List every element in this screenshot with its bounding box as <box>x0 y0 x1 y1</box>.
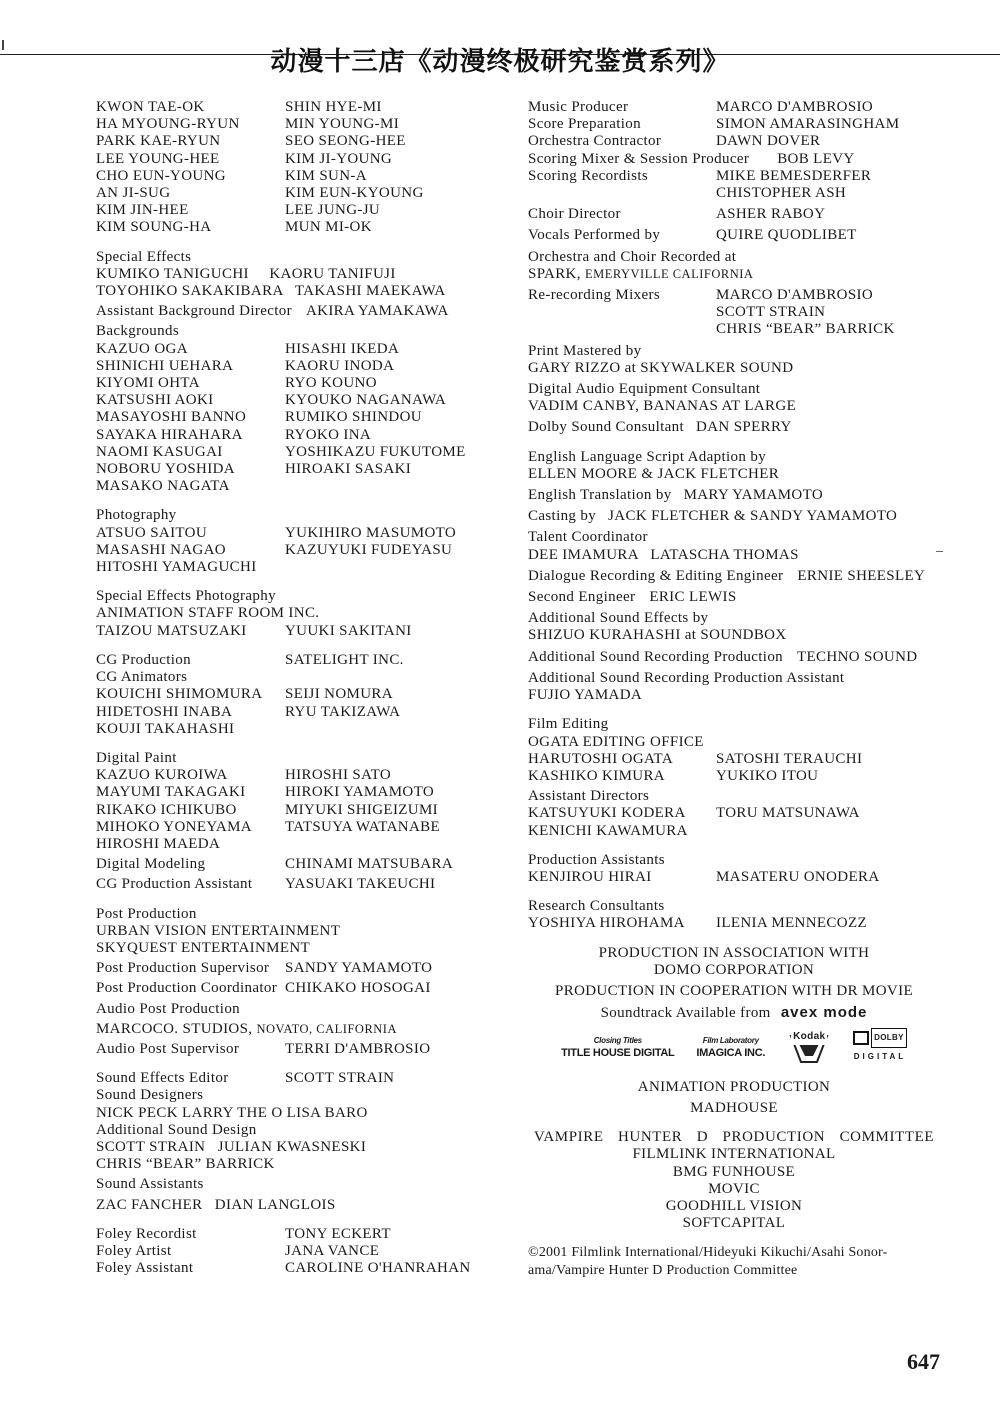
credit-row <box>528 823 948 840</box>
credit-row <box>96 461 496 478</box>
kodak-logo <box>787 1030 831 1064</box>
committee-member: MOVIC <box>708 1180 760 1197</box>
music-section <box>528 99 948 151</box>
print-mastered-name: GARY RIZZO at SKYWALKER SOUND <box>528 359 794 376</box>
name-cell: KASHIKO KIMURA <box>528 767 665 784</box>
cg-production-company: SATELIGHT INC. <box>285 651 404 668</box>
name-cell: MARCO D'AMBROSIO <box>716 99 874 115</box>
orchestra-recorded-place <box>528 266 948 283</box>
audio-post-studio-name: MARCOCO. STUDIOS, <box>96 1020 253 1037</box>
credit-row <box>96 375 496 392</box>
digital-paint-list <box>96 767 496 853</box>
orchestra-recorded-label: Orchestra and Choir Recorded at <box>528 248 737 265</box>
research-consultants-row <box>528 915 948 932</box>
backgrounds-list <box>96 341 496 496</box>
top-name-list <box>96 99 496 237</box>
name-cell: KATSUSHI AOKI <box>96 392 214 409</box>
additional-recording-row <box>528 649 948 666</box>
committee-member: GOODHILL VISION <box>665 1197 803 1214</box>
page-header-title: 动漫十三店《动漫终极研究鉴赏系列》 <box>270 47 730 77</box>
credit-row <box>96 219 496 236</box>
dolby-double-d-icon <box>853 1031 869 1045</box>
second-engineer-name: ERIC LEWIS <box>649 589 737 606</box>
dolby-digital-wordmark: DIGITAL <box>853 1051 907 1061</box>
rerecording-row-3 <box>528 321 948 338</box>
name-cell: SEIJI NOMURA <box>285 686 393 703</box>
scoring-mixer-row <box>528 151 948 168</box>
dialogue-row <box>528 568 948 585</box>
name-cell: YUKIKO ITOU <box>716 767 819 784</box>
scoring-mixer-label: Scoring Mixer & Session Producer <box>528 150 750 167</box>
name-cell: HA MYOUNG-RYUN <box>96 116 240 133</box>
production-assistants-row <box>528 869 948 886</box>
credit-row <box>96 151 496 168</box>
translation-label: English Translation by <box>528 487 672 504</box>
kodak-wordmark: Kodak <box>791 1028 827 1045</box>
audio-post-studio-location: NOVATO, CALIFORNIA <box>256 1021 397 1036</box>
additional-sound-design-names-1: SCOTT STRAIN JULIAN KWASNESKI <box>96 1138 367 1155</box>
name-cell: AN JI-SUG <box>96 185 171 202</box>
association-line-2: DOMO CORPORATION <box>653 961 815 978</box>
film-editing-office: OGATA EDITING OFFICE <box>528 733 704 750</box>
additional-recording-assistant-label: Additional Sound Recording Production Assistant <box>528 669 845 686</box>
avex-mode-logo: avex mode <box>780 1004 868 1022</box>
sound-effects-editor-name: SCOTT STRAIN <box>285 1070 395 1087</box>
name-cell: HIROKI YAMAMOTO <box>285 784 435 801</box>
title-house-name: TITLE HOUSE DIGITAL <box>561 1046 675 1059</box>
backgrounds-label: Backgrounds <box>96 323 180 340</box>
special-effects-section <box>96 249 496 496</box>
orchestra-recorded-studio: SPARK, <box>528 265 581 282</box>
asst-bg-director-label: Assistant Background Director <box>96 303 292 320</box>
name-cell: MUN MI-OK <box>285 219 372 236</box>
scoring-recordist-name: CHISTOPHER ASH <box>716 185 847 202</box>
special-effects-names-2: TOYOHIKO SAKAKIBARA TAKASHI MAEKAWA <box>96 283 446 300</box>
name-cell: RYOKO INA <box>285 426 372 443</box>
name-cell: PARK KAE-RYUN <box>96 133 221 150</box>
scoring-recordists-label: Scoring Recordists <box>528 167 649 184</box>
additional-sfx-name: SHIZUO KURAHASHI at SOUNDBOX <box>528 627 787 644</box>
dolby-wordmark: DOLBY <box>871 1028 907 1047</box>
rerecording-name: MARCO D'AMBROSIO <box>716 287 874 304</box>
casting-label: Casting by <box>528 508 597 525</box>
credit-row <box>96 116 496 133</box>
credit-row <box>96 819 496 836</box>
sound-assistants-names: ZAC FANCHER DIAN LANGLOIS <box>96 1196 336 1213</box>
name-cell: RYU TAKIZAWA <box>285 703 401 720</box>
post-production-label: Post Production <box>96 905 197 922</box>
research-consultants-label: Research Consultants <box>528 898 665 915</box>
name-cell: YOSHIKAZU FUKUTOME <box>285 443 466 460</box>
name-cell: RUMIKO SHINDOU <box>285 409 422 426</box>
rerecording-name: SCOTT STRAIN <box>716 304 826 321</box>
name-cell: KIM SUN-A <box>285 167 367 184</box>
special-effects-names-1: KUMIKO TANIGUCHI KAORU TANIFUJI <box>96 265 396 282</box>
digital-audio-label: Digital Audio Equipment Consultant <box>528 381 761 398</box>
name-cell: Score Preparation <box>528 116 641 133</box>
name-cell: KOUICHI SHIMOMURA <box>96 686 263 703</box>
copyright-line-1: ©2001 Filmlink International/Hideyuki Kikuchi/Asahi Sonor- <box>528 1245 888 1261</box>
digital-audio-name: VADIM CANBY, BANANAS AT LARGE <box>528 398 797 415</box>
production-credits-center <box>528 945 940 1233</box>
second-engineer-label: Second Engineer <box>528 589 636 606</box>
rerecording-label: Re-recording Mixers <box>528 287 661 304</box>
name-cell: SIMON AMARASINGHAM <box>716 116 900 133</box>
credit-row <box>96 704 496 721</box>
cg-animators-list <box>96 686 496 738</box>
credit-row <box>96 542 496 559</box>
name-cell: KIYOMI OHTA <box>96 375 200 392</box>
name-cell: KWON TAE-OK <box>96 99 205 115</box>
name-cell: KYOUKO NAGANAWA <box>285 392 447 409</box>
dialogue-label: Dialogue Recording & Editing Engineer <box>528 567 784 584</box>
name-cell: CAROLINE O'HANRAHAN <box>285 1260 471 1277</box>
committee-member: BMG FUNHOUSE <box>672 1163 796 1180</box>
credit-row <box>96 767 496 784</box>
production-assistants-label: Production Assistants <box>528 851 665 868</box>
credit-row <box>96 1243 496 1260</box>
photography-list <box>96 525 496 577</box>
name-cell: MIYUKI SHIGEIZUMI <box>285 801 439 818</box>
casting-name: JACK FLETCHER & SANDY YAMAMOTO <box>608 508 898 525</box>
post-supervisor-label: Post Production Supervisor <box>96 960 270 977</box>
committee-list <box>528 1146 940 1232</box>
name-cell: RYO KOUNO <box>285 375 377 392</box>
post-coordinator-label: Post Production Coordinator <box>96 980 278 997</box>
name-cell: TATSUYA WATANABE <box>285 818 441 835</box>
name-cell: Music Producer <box>528 99 629 115</box>
name-cell: ATSUO SAITOU <box>96 524 208 541</box>
imagica-logo <box>696 1035 765 1059</box>
title-house-logo <box>561 1035 674 1059</box>
cooperation-line: PRODUCTION IN COOPERATION WITH DR MOVIE <box>555 982 913 999</box>
film-editing-label: Film Editing <box>528 716 609 733</box>
vocals-name: QUIRE QUODLIBET <box>716 227 857 244</box>
credit-row <box>96 133 496 150</box>
name-cell: NAOMI KASUGAI <box>96 443 223 460</box>
dolby-digital-logo <box>853 1028 907 1064</box>
name-cell: MAYUMI TAKAGAKI <box>96 784 246 801</box>
audio-post-studio <box>96 1021 496 1038</box>
sound-effects-editor-row <box>96 1070 496 1087</box>
asst-bg-director-row <box>96 303 496 320</box>
credit-row <box>528 768 948 785</box>
credit-row <box>96 525 496 542</box>
name-cell: Foley Assistant <box>96 1260 194 1277</box>
name-cell: LEE YOUNG-HEE <box>96 150 220 167</box>
translation-row <box>528 487 948 504</box>
sound-designers-label: Sound Designers <box>96 1087 204 1104</box>
name-cell: LEE JUNG-JU <box>285 202 381 219</box>
talent-coordinator-names: DEE IMAMURA LATASCHA THOMAS <box>528 546 799 563</box>
logo-row <box>528 1028 940 1064</box>
name-cell: HITOSHI YAMAGUCHI <box>96 559 257 576</box>
additional-recording-assistant-name: FUJIO YAMADA <box>528 687 643 704</box>
dolby-consultant-label: Dolby Sound Consultant <box>528 419 685 436</box>
name-cell: HISASHI IKEDA <box>285 340 400 357</box>
credit-row <box>96 559 496 576</box>
soundtrack-row <box>528 1004 940 1022</box>
credit-row <box>96 185 496 202</box>
name-cell: KIM EUN-KYOUNG <box>285 185 424 202</box>
name-cell: KATSUYUKI KODERA <box>528 805 686 822</box>
film-laboratory-caption: Film Laboratory <box>702 1035 759 1045</box>
sfx-photography-names <box>96 623 496 640</box>
name-cell: SATOSHI TERAUCHI <box>716 750 863 767</box>
orchestra-recorded-location: EMERYVILLE CALIFORNIA <box>584 266 754 281</box>
name-cell: KAZUYUKI FUDEYASU <box>285 541 453 558</box>
audio-post-label: Audio Post Production <box>96 1000 241 1017</box>
name-cell: MASATERU ONODERA <box>716 868 880 885</box>
digital-modeling-row <box>96 856 496 873</box>
photography-section <box>96 507 496 576</box>
additional-sound-design-label: Additional Sound Design <box>96 1121 257 1138</box>
credit-row <box>96 721 496 738</box>
special-effects-label: Special Effects <box>96 248 192 265</box>
credit-row <box>96 686 496 703</box>
name-cell: TONY ECKERT <box>285 1225 391 1242</box>
additional-sound-design-names-2: CHRIS “BEAR” BARRICK <box>96 1156 275 1173</box>
credit-row <box>528 116 948 133</box>
name-cell: JANA VANCE <box>285 1242 380 1259</box>
script-adaption-label: English Language Script Adaption by <box>528 448 767 465</box>
name-cell: KIM JIN-HEE <box>96 202 189 219</box>
credit-row <box>528 751 948 768</box>
name-cell: ILENIA MENNECOZZ <box>716 915 867 932</box>
association-line-1: PRODUCTION IN ASSOCIATION WITH <box>598 944 870 961</box>
name-cell: HIDETOSHI INABA <box>96 703 233 720</box>
audio-post-supervisor-label: Audio Post Supervisor <box>96 1040 240 1057</box>
name-cell: KOUJI TAKAHASHI <box>96 720 235 737</box>
digital-modeling-name: CHINAMI MATSUBARA <box>285 856 454 873</box>
committee-title: VAMPIRE HUNTER D PRODUCTION COMMITTEE <box>533 1129 935 1146</box>
cg-production-assistant-label: CG Production Assistant <box>96 876 253 893</box>
name-cell: MIN YOUNG-MI <box>285 116 400 133</box>
name-cell: KIM SOUNG-HA <box>96 219 212 236</box>
post-production-company-2: SKYQUEST ENTERTAINMENT <box>96 939 311 956</box>
sound-section <box>96 1070 496 1214</box>
additional-sfx-label: Additional Sound Effects by <box>528 610 709 627</box>
scoring-recordists-row <box>528 168 948 185</box>
assistant-directors-list <box>528 805 948 839</box>
rerecording-name: CHRIS “BEAR” BARRICK <box>716 321 895 338</box>
sfx-photography-label: Special Effects Photography <box>96 588 276 605</box>
name-cell: MIHOKO YONEYAMA <box>96 818 252 835</box>
post-production-company-1: URBAN VISION ENTERTAINMENT <box>96 922 341 939</box>
print-mastered-label: Print Mastered by <box>528 342 642 359</box>
name-cell: SHIN HYE-MI <box>285 99 382 115</box>
cg-production-assistant-row <box>96 876 496 893</box>
name-cell: TAIZOU MATSUZAKI <box>96 622 247 639</box>
talent-coordinator-label: Talent Coordinator <box>528 529 648 546</box>
sound-assistants-label: Sound Assistants <box>96 1176 204 1193</box>
cg-production-label: CG Production <box>96 651 191 668</box>
name-cell: HIROAKI SASAKI <box>285 461 412 478</box>
cg-production-row <box>96 652 496 669</box>
translation-name: MARY YAMAMOTO <box>683 487 823 504</box>
animation-production-name: MADHOUSE <box>690 1099 778 1116</box>
name-cell: MASAYOSHI BANNO <box>96 409 247 426</box>
committee-member: SOFTCAPITAL <box>682 1215 786 1232</box>
name-cell: MASAKO NAGATA <box>96 478 230 495</box>
foley-section <box>96 1226 496 1278</box>
name-cell: KIM JI-YOUNG <box>285 150 393 167</box>
name-cell: YUKIHIRO MASUMOTO <box>285 524 457 541</box>
name-cell: KAZUO OGA <box>96 340 188 357</box>
dolby-consultant-row <box>528 419 948 436</box>
scoring-recordists-row-2 <box>528 185 948 202</box>
committee-member: FILMLINK INTERNATIONAL <box>632 1146 836 1163</box>
credit-row <box>96 1226 496 1243</box>
vocals-label: Vocals Performed by <box>528 227 661 244</box>
choir-director-label: Choir Director <box>528 206 621 223</box>
credit-row <box>96 409 496 426</box>
post-coordinator-name: CHIKAKO HOSOGAI <box>285 980 431 997</box>
left-credits-column <box>96 99 496 1277</box>
credit-row <box>96 1260 496 1277</box>
name-cell: Orchestra Contractor <box>528 133 662 150</box>
film-editing-list <box>528 751 948 785</box>
name-cell: SAYAKA HIRAHARA <box>96 426 243 443</box>
credit-row <box>96 392 496 409</box>
credit-row <box>528 133 948 150</box>
scoring-recordist-name: MIKE BEMESDERFER <box>716 167 872 184</box>
name-cell: KENICHI KAWAMURA <box>528 822 688 839</box>
name-cell: MASASHI NAGAO <box>96 541 226 558</box>
post-production-section <box>96 906 496 1059</box>
sfx-photography-section <box>96 588 496 640</box>
rerecording-row-2 <box>528 304 948 321</box>
copyright-line-2: ama/Vampire Hunter D Production Committee <box>528 1262 798 1278</box>
credit-row <box>96 427 496 444</box>
name-cell: SEO SEONG-HEE <box>285 133 406 150</box>
audio-post-supervisor-name: TERRI D'AMBROSIO <box>285 1040 431 1057</box>
name-cell: Foley Recordist <box>96 1225 197 1242</box>
imagica-name: IMAGICA INC. <box>696 1046 766 1059</box>
name-cell: YUUKI SAKITANI <box>285 622 412 639</box>
dialogue-name: ERNIE SHEESLEY <box>797 567 926 584</box>
name-cell: HIROSHI SATO <box>285 767 392 784</box>
casting-row <box>528 508 948 525</box>
credit-row <box>96 836 496 853</box>
sfx-photography-company: ANIMATION STAFF ROOM INC. <box>96 605 320 622</box>
credit-row <box>96 444 496 461</box>
credit-row <box>96 168 496 185</box>
name-cell: NOBORU YOSHIDA <box>96 461 235 478</box>
sound-effects-editor-label: Sound Effects Editor <box>96 1070 229 1087</box>
post-coordinator-row <box>96 980 496 997</box>
credit-row <box>96 341 496 358</box>
name-cell: KAZUO KUROIWA <box>96 767 228 784</box>
script-adaption-name: ELLEN MOORE & JACK FLETCHER <box>528 465 780 482</box>
vocals-row <box>528 227 948 244</box>
name-cell: HARUTOSHI OGATA <box>528 750 674 767</box>
photography-label: Photography <box>96 507 177 524</box>
rerecording-row <box>528 287 948 304</box>
dolby-consultant-name: DAN SPERRY <box>696 419 792 436</box>
scoring-mixer-name: BOB LEVY <box>777 150 855 167</box>
sound-designers-names: NICK PECK LARRY THE O LISA BARO <box>96 1104 368 1121</box>
right-credits-column <box>528 99 948 1279</box>
audio-post-supervisor-row <box>96 1041 496 1058</box>
post-supervisor-row <box>96 960 496 977</box>
credit-row <box>96 99 496 116</box>
digital-paint-label: Digital Paint <box>96 749 177 766</box>
credit-row <box>96 478 496 495</box>
name-cell: DAWN DOVER <box>716 133 821 150</box>
additional-recording-name: TECHNO SOUND <box>797 648 918 665</box>
assistant-directors-label: Assistant Directors <box>528 788 650 805</box>
digital-modeling-label: Digital Modeling <box>96 856 206 873</box>
animation-production-label: ANIMATION PRODUCTION <box>637 1078 831 1095</box>
name-cell: CHO EUN-YOUNG <box>96 167 226 184</box>
name-cell: Foley Artist <box>96 1242 172 1259</box>
credit-row <box>96 358 496 375</box>
page-number: 647 <box>907 1349 940 1374</box>
cg-production-assistant-name: YASUAKI TAKEUCHI <box>285 876 436 893</box>
digital-section <box>96 750 496 894</box>
name-cell: KAORU INODA <box>285 357 395 374</box>
choir-director-row <box>528 206 948 223</box>
cg-section <box>96 652 496 738</box>
asst-bg-director-name: AKIRA YAMAKAWA <box>305 303 449 320</box>
credit-row <box>96 202 496 219</box>
name-cell: TORU MATSUNAWA <box>716 805 860 822</box>
credit-row <box>96 802 496 819</box>
additional-recording-label: Additional Sound Recording Production <box>528 648 784 665</box>
credit-row <box>528 99 948 116</box>
name-cell: HIROSHI MAEDA <box>96 835 221 852</box>
name-cell: YOSHIYA HIROHAMA <box>528 915 685 932</box>
soundtrack-label: Soundtrack Available from <box>600 1005 771 1022</box>
closing-titles-caption: Closing Titles <box>593 1035 642 1045</box>
choir-director-name: ASHER RABOY <box>716 206 826 223</box>
name-cell: KENJIROU HIRAI <box>528 868 652 885</box>
credit-row <box>528 805 948 822</box>
cg-animators-label: CG Animators <box>96 669 188 686</box>
name-cell: RIKAKO ICHIKUBO <box>96 801 237 818</box>
credit-row <box>96 784 496 801</box>
name-cell: SHINICHI UEHARA <box>96 357 234 374</box>
post-supervisor-name: SANDY YAMAMOTO <box>285 960 433 977</box>
second-engineer-row <box>528 589 948 606</box>
